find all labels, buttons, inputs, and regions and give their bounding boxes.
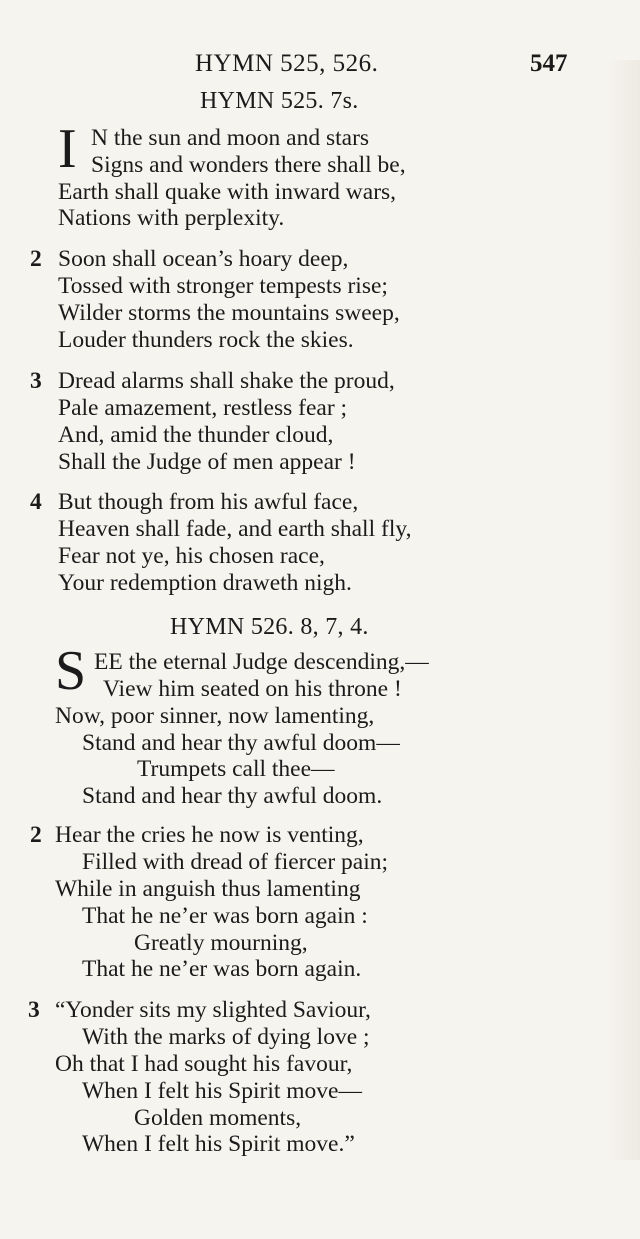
verse-line: Oh that I had sought his favour, bbox=[55, 1051, 353, 1077]
verse-line: Stand and hear thy awful doom. bbox=[82, 783, 383, 809]
verse-line: Heaven shall fade, and earth shall fly, bbox=[58, 516, 412, 542]
verse-line: Wilder storms the mountains sweep, bbox=[58, 300, 400, 326]
page-edge-shading bbox=[606, 60, 640, 1160]
verse-line: With the marks of dying love ; bbox=[82, 1024, 370, 1050]
verse-line: View him seated on his throne ! bbox=[103, 676, 402, 702]
verse-line: Signs and wonders there shall be, bbox=[91, 152, 406, 178]
verse-line: N the sun and moon and stars bbox=[91, 125, 370, 151]
verse-line: That he ne’er was born again : bbox=[82, 903, 368, 929]
verse-line: Stand and hear thy awful doom— bbox=[82, 730, 400, 756]
verse-line: Earth shall quake with inward wars, bbox=[58, 179, 397, 205]
verse-line: EE the eternal Judge descending,— bbox=[94, 649, 429, 675]
verse-line: Your redemption draweth nigh. bbox=[58, 570, 352, 596]
verse-line: Fear not ye, his chosen race, bbox=[58, 543, 325, 569]
page-header bbox=[0, 50, 640, 84]
hymn-title: HYMN 525. 7s. bbox=[200, 88, 359, 114]
verse-number: 2 bbox=[30, 822, 42, 848]
verse-line: Pale amazement, restless fear ; bbox=[58, 395, 348, 421]
verse-line: Nations with perplexity. bbox=[58, 205, 285, 231]
verse-line: Louder thunders rock the skies. bbox=[58, 327, 354, 353]
verse-line: Now, poor sinner, now lamenting, bbox=[55, 703, 375, 729]
drop-cap: S bbox=[55, 640, 87, 702]
verse-line: Hear the cries he now is venting, bbox=[55, 822, 364, 848]
verse-number: 2 bbox=[30, 246, 42, 272]
verse-line: Tossed with stronger tempests rise; bbox=[58, 273, 388, 299]
verse-line: Dread alarms shall shake the proud, bbox=[58, 368, 395, 394]
verse-line: When I felt his Spirit move.” bbox=[82, 1131, 355, 1157]
verse-line: Soon shall ocean’s hoary deep, bbox=[58, 246, 349, 272]
verse-line: While in anguish thus lamenting bbox=[55, 876, 361, 902]
verse-line: “Yonder sits my slighted Saviour, bbox=[55, 997, 371, 1023]
verse-line: But though from his awful face, bbox=[58, 489, 359, 515]
verse-line: And, amid the thunder cloud, bbox=[58, 422, 334, 448]
verse-number: 3 bbox=[30, 368, 42, 394]
verse-line: When I felt his Spirit move— bbox=[82, 1078, 362, 1104]
verse-line: Filled with dread of fiercer pain; bbox=[82, 849, 389, 875]
running-head: HYMN 525, 526. bbox=[195, 50, 379, 77]
verse-line: Trumpets call thee— bbox=[137, 756, 335, 782]
verse-line: That he ne’er was born again. bbox=[82, 956, 362, 982]
verse-line: Shall the Judge of men appear ! bbox=[58, 449, 356, 475]
drop-cap: I bbox=[58, 118, 77, 180]
page-number: 547 bbox=[530, 50, 568, 77]
hymn-title: HYMN 526. 8, 7, 4. bbox=[170, 614, 369, 640]
verse-line: Golden moments, bbox=[134, 1105, 302, 1131]
verse-line: Greatly mourning, bbox=[134, 930, 308, 956]
verse-number: 4 bbox=[30, 489, 42, 515]
verse-number: 3 bbox=[28, 997, 40, 1023]
